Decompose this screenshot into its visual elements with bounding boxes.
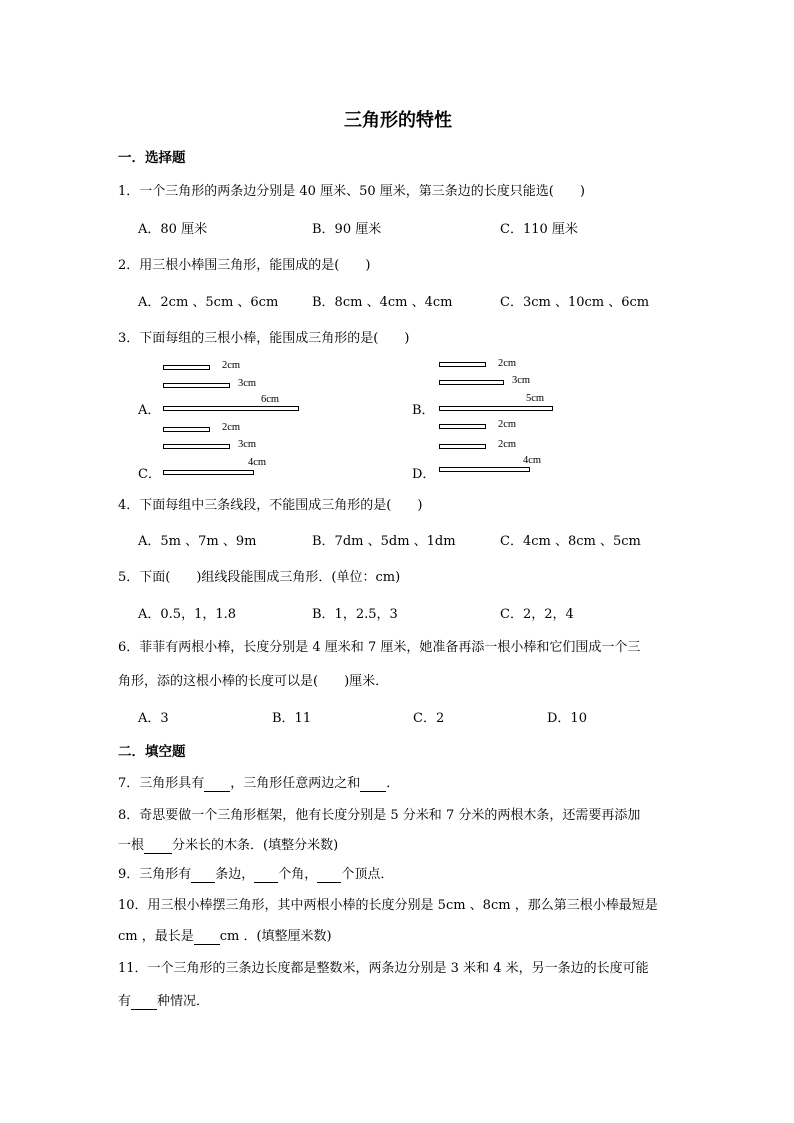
q9-text-1: 9．三角形有 — [118, 867, 192, 882]
question-8-line-1: 8．奇思要做一个三角形框架，他有长度分别是 5 分米和 7 分米的两根木条，还需要再添加 — [118, 808, 641, 823]
q9-text-4: 个顶点． — [341, 867, 394, 882]
q5-option-b[interactable]: B．1，2.5，3 — [312, 607, 398, 622]
stick-c-1 — [163, 427, 210, 432]
q9-text-3: 个角， — [278, 867, 318, 882]
q8-text-2: 分米长的木条．(填整分米数) — [172, 838, 339, 853]
q6-option-d[interactable]: D．10 — [547, 711, 587, 726]
stick-a-3-label: 6cm — [261, 394, 280, 405]
q4-option-c[interactable]: C．4cm 、8cm 、5cm — [500, 534, 641, 549]
stick-b-3 — [439, 406, 553, 411]
q3-option-b-label[interactable]: B． — [412, 403, 435, 418]
stick-b-2 — [439, 380, 504, 385]
question-10-line-2 — [118, 925, 332, 945]
q1-option-b[interactable]: B．90 厘米 — [312, 222, 382, 237]
question-11-line-1: 11．一个三角形的三条边长度都是整数米，两条边分别是 3 米和 4 米，另一条边的长度可能 — [118, 961, 649, 976]
q2-option-a[interactable]: A．2cm 、5cm 、6cm — [138, 295, 279, 310]
stick-a-1-label: 2cm — [222, 360, 241, 371]
stick-d-2 — [439, 444, 486, 449]
stick-b-2-label: 3cm — [512, 375, 531, 386]
stick-d-3-label: 4cm — [523, 455, 542, 466]
question-6-line-1: 6．菲菲有两根小棒，长度分别是 4 厘米和 7 厘米，她准备再添一根小棒和它们围成一个三 — [118, 640, 641, 655]
stick-b-3-label: 5cm — [526, 393, 545, 404]
page-title: 三角形的特性 — [344, 110, 452, 131]
q9-text-2: 条边， — [215, 867, 255, 882]
stick-a-1 — [163, 365, 210, 370]
stick-b-1 — [439, 362, 486, 367]
q4-option-b[interactable]: B．7dm 、5dm 、1dm — [312, 534, 456, 549]
q7-text-1: 7．三角形具有 — [118, 776, 205, 791]
stick-d-1 — [439, 424, 486, 429]
q7-blank-2[interactable] — [360, 776, 386, 792]
question-5: 5．下面( )组线段能围成三角形．(单位：cm) — [118, 570, 401, 585]
stick-b-1-label: 2cm — [498, 358, 517, 369]
stick-d-3 — [439, 467, 530, 472]
q9-blank-3[interactable] — [317, 867, 341, 883]
q2-option-c[interactable]: C．3cm 、10cm 、6cm — [500, 295, 650, 310]
question-4: 4．下面每组中三条线段，不能围成三角形的是( ) — [118, 498, 423, 513]
q9-blank-2[interactable] — [254, 867, 278, 883]
question-6-line-2: 角形，添的这根小棒的长度可以是( )厘米． — [118, 674, 389, 689]
stick-a-2 — [163, 383, 230, 388]
question-9 — [118, 863, 393, 883]
question-7 — [118, 772, 399, 792]
q11-blank[interactable] — [131, 994, 157, 1010]
stick-c-3-label: 4cm — [248, 457, 267, 468]
q2-option-b[interactable]: B．8cm 、4cm 、4cm — [312, 295, 453, 310]
stick-c-2 — [163, 444, 230, 449]
q3-option-d-label[interactable]: D． — [412, 467, 436, 482]
q5-option-a[interactable]: A．0.5，1，1.8 — [138, 607, 237, 622]
stick-d-2-label: 2cm — [498, 439, 517, 450]
q7-text-2: ，三角形任意两边之和 — [230, 776, 361, 791]
stick-a-3 — [163, 406, 299, 411]
question-11-line-2 — [118, 990, 209, 1010]
q3-option-c-label[interactable]: C． — [138, 467, 161, 482]
q7-text-3: ． — [386, 776, 400, 791]
q8-text-1: 一根 — [118, 838, 145, 853]
q6-option-a[interactable]: A．3 — [138, 711, 169, 726]
q11-text-2: 种情况． — [157, 994, 210, 1009]
q8-blank[interactable] — [144, 838, 172, 854]
stick-a-2-label: 3cm — [238, 378, 257, 389]
q11-text-1: 有 — [118, 994, 132, 1009]
section-heading-choice: 一．选择题 — [118, 150, 186, 166]
q5-option-c[interactable]: C．2，2，4 — [500, 607, 574, 622]
q1-option-c[interactable]: C．110 厘米 — [500, 222, 578, 237]
question-8-line-2 — [118, 834, 338, 854]
q6-option-b[interactable]: B．11 — [272, 711, 312, 726]
stick-c-3 — [163, 470, 254, 475]
q1-option-a[interactable]: A．80 厘米 — [138, 222, 208, 237]
q10-blank[interactable] — [194, 929, 220, 945]
question-1: 1．一个三角形的两条边分别是 40 厘米、50 厘米，第三条边的长度只能选( ) — [118, 184, 585, 199]
q6-option-c[interactable]: C．2 — [413, 711, 445, 726]
stick-d-1-label: 2cm — [498, 419, 517, 430]
question-3: 3．下面每组的三根小棒，能围成三角形的是( ) — [118, 331, 410, 346]
stick-c-1-label: 2cm — [222, 422, 241, 433]
q4-option-a[interactable]: A．5m 、7m 、9m — [138, 534, 257, 549]
q7-blank-1[interactable] — [204, 776, 230, 792]
question-10-line-1: 10．用三根小棒摆三角形，其中两根小棒的长度分别是 5cm 、8cm ，那么第三根小棒最短是 — [118, 898, 658, 913]
question-2: 2．用三根小棒围三角形，能围成的是( ) — [118, 258, 371, 273]
q10-text-2: cm ．(填整厘米数) — [219, 929, 332, 944]
q10-text-1: cm ，最长是 — [118, 929, 194, 944]
stick-c-2-label: 3cm — [238, 439, 257, 450]
q3-option-a-label[interactable]: A． — [138, 403, 161, 418]
q9-blank-1[interactable] — [191, 867, 215, 883]
section-heading-fill: 二．填空题 — [118, 744, 186, 760]
